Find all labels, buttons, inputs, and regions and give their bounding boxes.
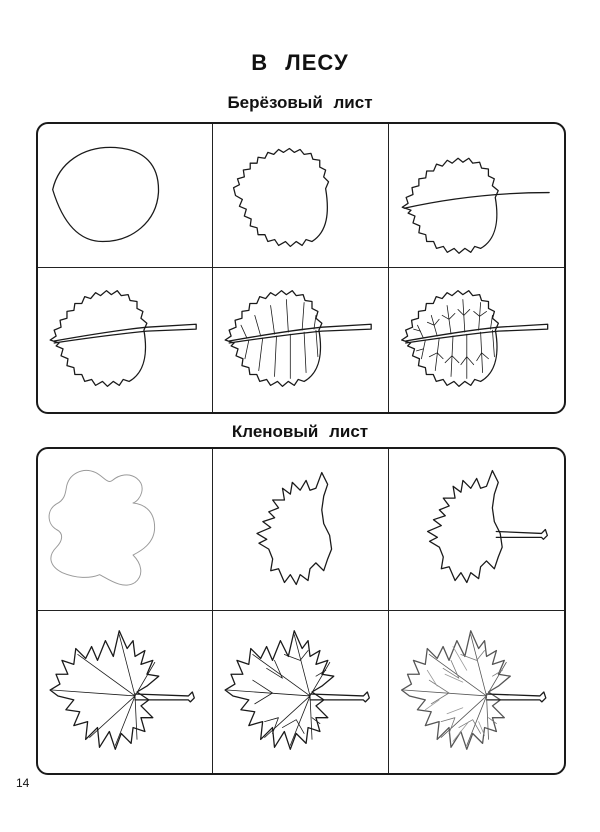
maple-step-5 xyxy=(213,611,388,773)
maple-step-6 xyxy=(389,611,564,773)
birch-step-6 xyxy=(389,268,564,412)
maple-section-heading: Кленовый лист xyxy=(231,422,369,441)
maple-step-3-drawing xyxy=(389,449,564,610)
maple-step-1-drawing xyxy=(38,449,212,610)
birch-steps-panel xyxy=(36,122,566,414)
maple-step-2 xyxy=(213,449,388,611)
maple-step-2-drawing xyxy=(213,449,387,610)
birch-step-1-drawing xyxy=(38,124,212,267)
maple-step-3 xyxy=(389,449,564,611)
birch-step-6-drawing xyxy=(389,268,564,412)
birch-step-5-drawing xyxy=(213,268,387,412)
maple-step-4-drawing xyxy=(38,611,212,773)
birch-section-heading: Берёзовый лист xyxy=(227,93,373,112)
birch-step-3-drawing xyxy=(389,124,564,267)
birch-step-1 xyxy=(38,124,213,268)
maple-step-1 xyxy=(38,449,213,611)
maple-step-6-drawing xyxy=(389,611,564,773)
birch-step-2-drawing xyxy=(213,124,387,267)
birch-step-3 xyxy=(389,124,564,268)
maple-steps-panel xyxy=(36,447,566,775)
birch-step-2 xyxy=(213,124,388,268)
birch-step-4-drawing xyxy=(38,268,212,412)
maple-step-5-drawing xyxy=(213,611,387,773)
birch-step-5 xyxy=(213,268,388,412)
maple-step-4 xyxy=(38,611,213,773)
page-number: 14 xyxy=(16,776,30,790)
birch-step-4 xyxy=(38,268,213,412)
page-title: В ЛЕСУ xyxy=(251,50,349,75)
